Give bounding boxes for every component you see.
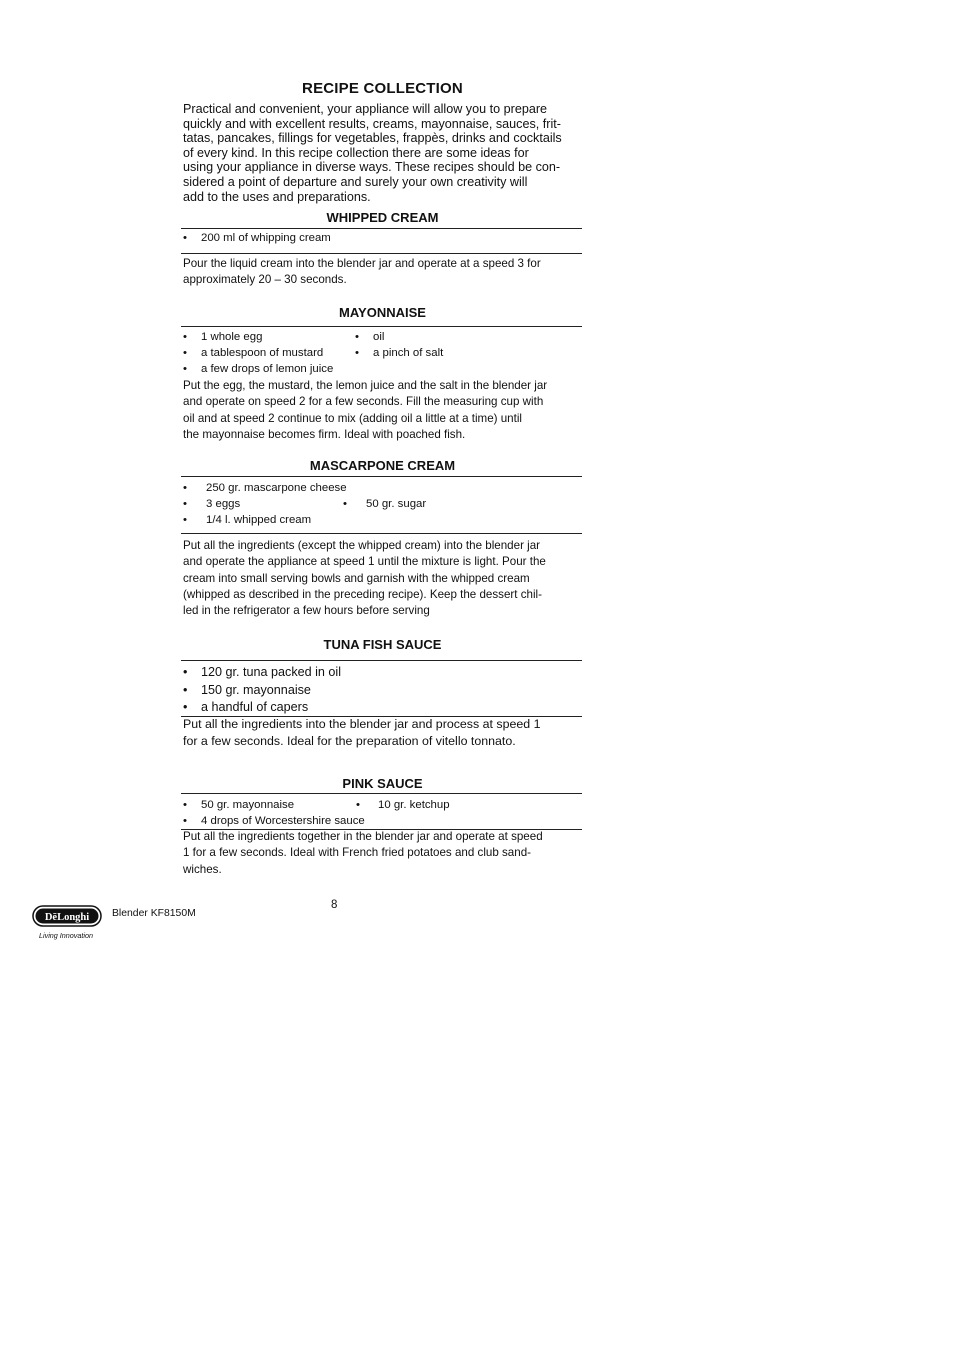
brand-tagline: Living Innovation — [39, 931, 93, 940]
ingredient-item: • a handful of capers — [183, 700, 309, 714]
ingredient-item: • 150 gr. mayonnaise — [183, 683, 311, 697]
mayonnaise-method: Put the egg, the mustard, the lemon juice and the salt in the blender jar and operate on speed 2 for a few seconds. Fill the measuring cup with oil and at speed 2 continue to mix (adding oil a little at a time) until the mayonnaise becomes firm. Ideal with poached fish. — [183, 379, 548, 441]
intro-line: sidered a point of departure and surely your own creativity will — [183, 174, 528, 189]
ingredient-item: • 1/4 l. whipped cream — [183, 514, 312, 526]
intro-line: add to the uses and preparations. — [183, 189, 371, 204]
model-label: Blender KF8150M — [112, 908, 196, 919]
logo-brand-text: DēLonghi — [44, 912, 90, 923]
pink-sauce-method: Put all the ingredients together in the blender jar and operate at speed 1 for a few seconds. Ideal with French fried potatoes and club sand- wiches. — [183, 830, 543, 876]
intro-line: tatas, pancakes, fillings for vegetables, frappès, drinks and cocktails — [183, 131, 562, 146]
mascarpone-cream-method: Put all the ingredients (except the whipped cream) into the blender jar and operate the appliance at speed 1 until the mixture is light. Pour the cream into small serving bowls and garnish with the whipped cream (whipped as described in the preceding recipe). Keep the dessert chil- led in the refrigerator a few hours before serving — [183, 539, 546, 618]
section-divider — [181, 476, 582, 477]
ingredient-item: • 250 gr. mascarpone cheese — [183, 482, 347, 494]
section-divider — [181, 660, 582, 661]
intro-line: quickly and with excellent results, creams, mayonnaise, sauces, frit- — [183, 116, 561, 131]
ingredient-item: • 4 drops of Worcestershire sauce — [183, 815, 365, 827]
page-title: RECIPE COLLECTION — [302, 80, 463, 97]
page-number: 8 — [331, 899, 338, 911]
section-divider — [181, 253, 582, 254]
section-divider — [181, 533, 582, 534]
ingredient-item: • oil — [355, 331, 385, 343]
ingredient-item: • 50 gr. mayonnaise — [183, 799, 295, 811]
ingredient-item: • a pinch of salt — [355, 347, 444, 359]
ingredient-item: • 10 gr. ketchup — [356, 799, 450, 811]
intro-line: of every kind. In this recipe collection there are some ideas for — [183, 145, 529, 160]
intro-line: using your appliance in diverse ways. These recipes should be con- — [183, 160, 561, 175]
intro-paragraph — [183, 102, 582, 204]
ingredient-item: • 3 eggs — [183, 498, 241, 510]
ingredient-item: • 120 gr. tuna packed in oil — [183, 665, 342, 679]
mayonnaise-title: MAYONNAISE — [339, 305, 426, 320]
tuna-fish-sauce-method: Put all the ingredients into the blender jar and process at speed 1 for a few seconds. Ideal for the preparation of vitello tonnato. — [183, 717, 541, 748]
pink-sauce-title: PINK SAUCE — [342, 776, 423, 791]
ingredient-item: • 200 ml of whipping cream — [183, 232, 331, 244]
whipped-cream-method: Pour the liquid cream into the blender jar and operate at a speed 3 for approximately 20 – 30 seconds. — [183, 257, 541, 287]
section-divider — [181, 793, 582, 794]
whipped-cream-title: WHIPPED CREAM — [326, 210, 439, 225]
section-divider — [181, 228, 582, 229]
mascarpone-cream-title: MASCARPONE CREAM — [309, 458, 456, 473]
delonghi-logo-icon — [32, 905, 102, 927]
ingredient-item: • a tablespoon of mustard — [183, 347, 324, 359]
ingredient-item: • 1 whole egg — [183, 331, 263, 343]
tuna-fish-sauce-title: TUNA FISH SAUCE — [323, 637, 442, 652]
section-divider — [181, 326, 582, 327]
intro-line: Practical and convenient, your appliance will allow you to prepare — [183, 102, 548, 116]
ingredient-item: • 50 gr. sugar — [343, 498, 427, 510]
ingredient-item: • a few drops of lemon juice — [183, 363, 334, 375]
